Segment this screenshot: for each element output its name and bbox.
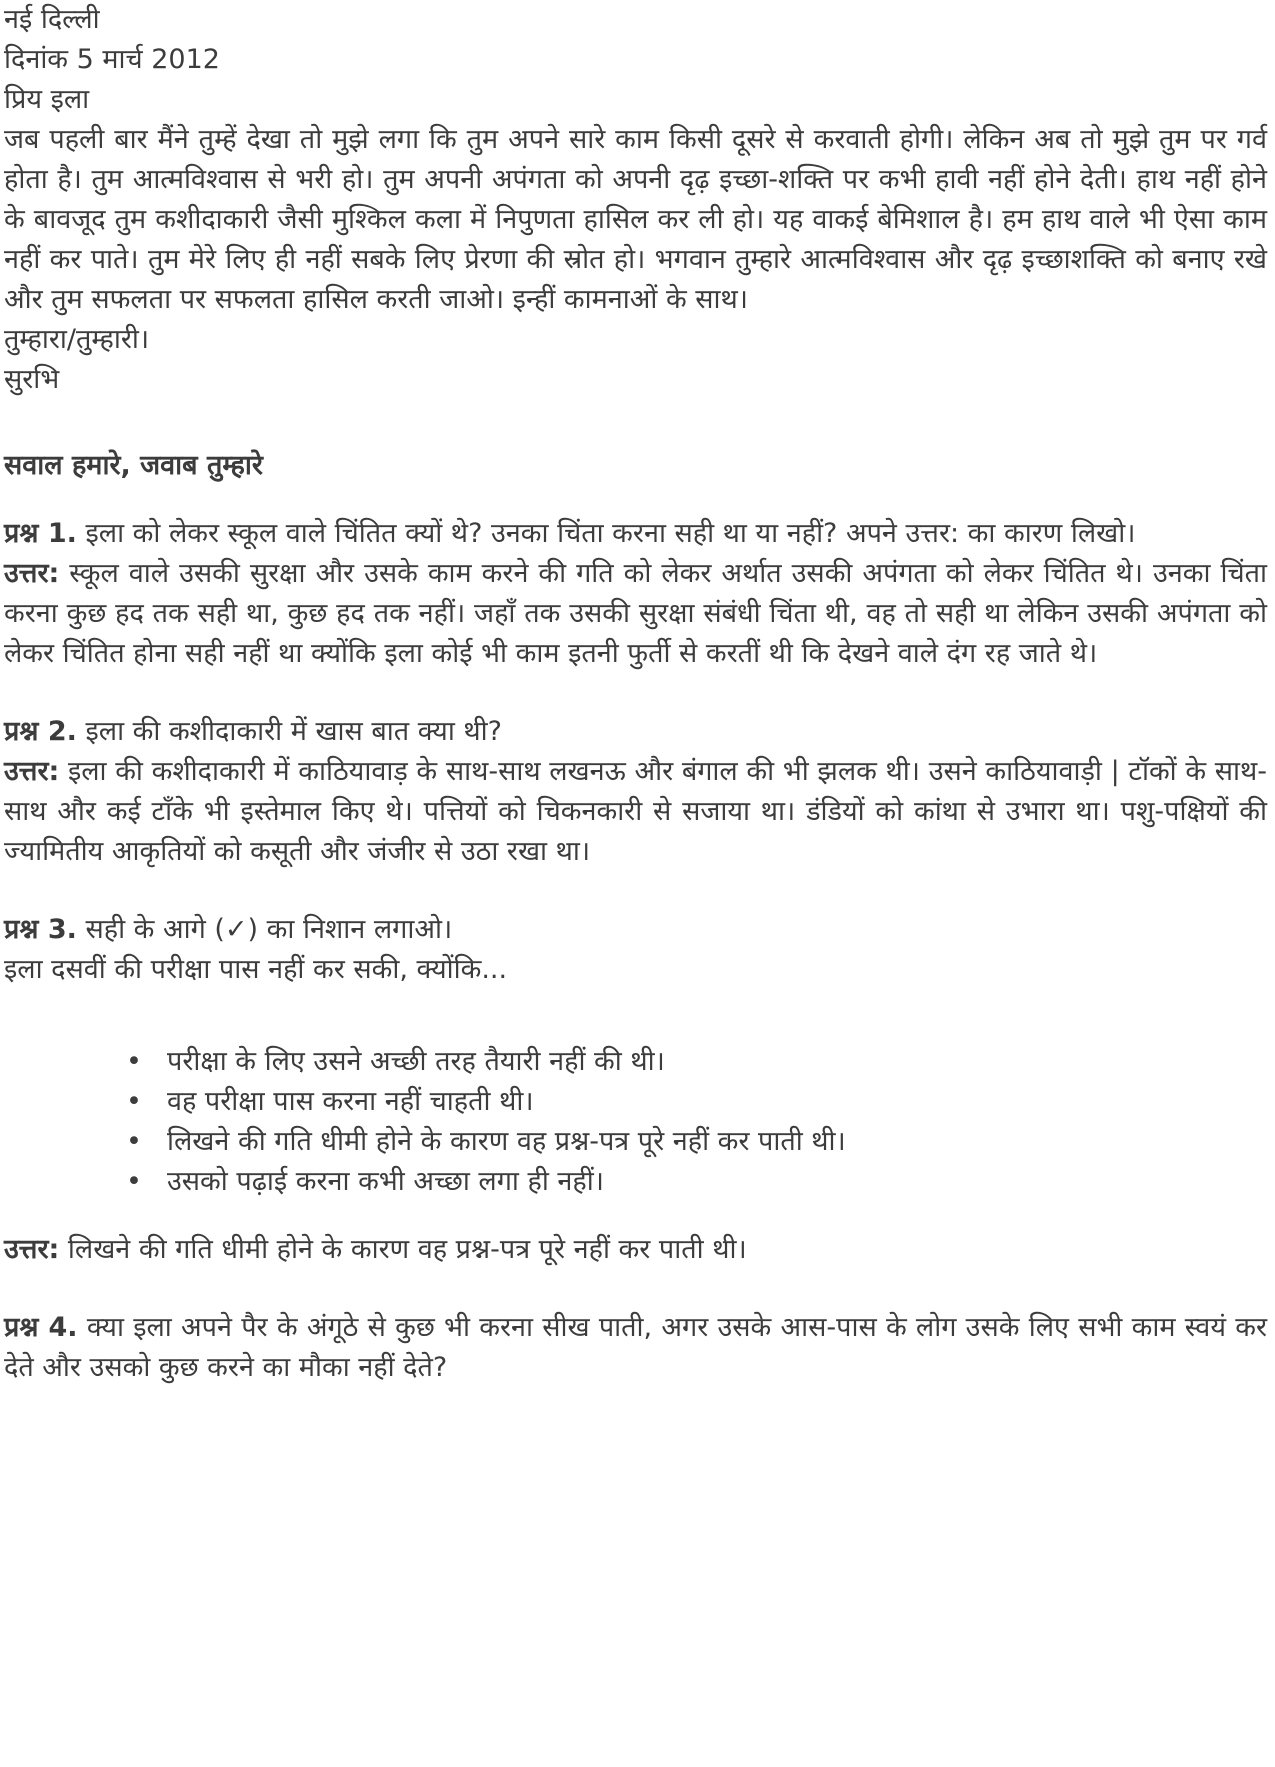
- bullet-icon: •: [126, 1166, 142, 1197]
- answer-3-text: लिखने की गति धीमी होने के कारण वह प्रश्न-पत्र पूरे नहीं कर पाती थी।: [67, 1234, 747, 1265]
- question-2-text: इला की कशीदाकारी में खास बात क्या थी?: [85, 716, 502, 747]
- letter-place: नई दिल्ली: [4, 4, 100, 35]
- question-3-subtext: इला दसवीं की परीक्षा पास नहीं कर सकी, क्योंकि...: [4, 954, 508, 985]
- question-1: [4, 514, 1267, 674]
- option-item: [4, 1122, 1267, 1162]
- question-3-text-row: [4, 910, 1267, 950]
- question-4-label: प्रश्न 4.: [4, 1312, 78, 1343]
- question-4: [4, 1308, 1267, 1388]
- letter-body: जब पहली बार मैंने तुम्हें देखा तो मुझे लगा कि तुम अपने सारे काम किसी दूसरे से करवाती होगी। लेकिन अब तो मुझे तुम पर गर्व होता है। तुम आत्मविश्वास से भरी हो। तुम अपनी अपंगता को अपनी दृढ़ इच्छा-शक्ति पर कभी हावी नहीं होने देती। हाथ नहीं होने के बावजूद तुम कशीदाकारी जैसी मुश्किल कला में निपुणता हासिल कर ली हो। यह वाकई बेमिशाल है। हम हाथ वाले भी ऐसा काम नहीं कर पाते। तुम मेरे लिए ही नहीं सबके लिए प्रेरणा की स्रोत हो। भगवान तुम्हारे आत्मविश्वास और दृढ़ इच्छाशक्ति को बनाए रखे और तुम सफलता पर सफलता हासिल करती जाओ। इन्हीं कामनाओं के साथ।: [4, 124, 1267, 315]
- letter-signature: सुरभि: [4, 364, 60, 395]
- answer-2-label: उत्तर:: [4, 756, 60, 787]
- option-text: उसको पढ़ाई करना कभी अच्छा लगा ही नहीं।: [167, 1166, 604, 1197]
- letter-closing: तुम्हारा/तुम्हारी।: [4, 324, 150, 355]
- question-2-label: प्रश्न 2.: [4, 716, 77, 747]
- answer-3-row: [4, 1230, 1267, 1270]
- question-3-text: सही के आगे (✓) का निशान लगाओ।: [85, 914, 453, 945]
- option-text: परीक्षा के लिए उसने अच्छी तरह तैयारी नहीं की थी।: [167, 1046, 665, 1077]
- option-text: लिखने की गति धीमी होने के कारण वह प्रश्न-पत्र पूरे नहीं कर पाती थी।: [167, 1126, 846, 1157]
- option-item: [4, 1162, 1267, 1202]
- question-4-text-row: [4, 1308, 1267, 1388]
- bullet-icon: •: [126, 1046, 142, 1077]
- question-1-text-row: [4, 514, 1267, 554]
- letter-date: दिनांक 5 मार्च 2012: [4, 44, 220, 75]
- answer-1-row: [4, 554, 1267, 674]
- question-3: [4, 910, 1267, 1270]
- answer-2-text: इला की कशीदाकारी में काठियावाड़ के साथ-साथ लखनऊ और बंगाल की भी झलक थी। उसने काठियावाड़ी | टॉकों के साथ-साथ और कई टाँके भी इस्तेमाल किए थे। पत्तियों को चिकनकारी से सजाया था। डंडियों को कांथा से उभारा था। पशु-पक्षियों की ज्यामितीय आकृतियों को कसूती और जंजीर से उठा रखा था।: [4, 756, 1267, 867]
- answer-2-row: [4, 752, 1267, 872]
- question-1-label: प्रश्न 1.: [4, 518, 77, 549]
- answer-3-label: उत्तर:: [4, 1234, 60, 1265]
- bullet-icon: •: [126, 1086, 142, 1117]
- option-item: [4, 1082, 1267, 1122]
- option-item: [4, 1042, 1267, 1082]
- option-text: वह परीक्षा पास करना नहीं चाहती थी।: [167, 1086, 534, 1117]
- answer-1-text: स्कूल वाले उसकी सुरक्षा और उसके काम करने की गति को लेकर अर्थात उसकी अपंगता को लेकर चिंतित थे। उनका चिंता करना कुछ हद तक सही था, कुछ हद तक नहीं। जहाँ तक उसकी सुरक्षा संबंधी चिंता थी, वह तो सही था लेकिन उसकी अपंगता को लेकर चिंतित होना सही नहीं था क्योंकि इला कोई भी काम इतनी फुर्ती से करतीं थी कि देखने वाले दंग रह जाते थे।: [4, 558, 1267, 669]
- answer-1-label: उत्तर:: [4, 558, 60, 589]
- question-2: [4, 712, 1267, 872]
- letter-salutation: प्रिय इला: [4, 84, 90, 115]
- question-4-text: क्या इला अपने पैर के अंगूठे से कुछ भी करना सीख पाती, अगर उसके आस-पास के लोग उसके लिए सभी काम स्वयं कर देते और उसको कुछ करने का मौका नहीं देते?: [4, 1312, 1268, 1383]
- question-2-text-row: [4, 712, 1267, 752]
- question-3-options: [4, 1042, 1267, 1202]
- question-1-text: इला को लेकर स्कूल वाले चिंतित क्यों थे? उनका चिंता करना सही था या नहीं? अपने उत्तर: का कारण लिखो।: [85, 518, 1136, 549]
- bullet-icon: •: [126, 1126, 142, 1157]
- section-heading: सवाल हमारे, जवाब तुम्हारे: [4, 450, 263, 481]
- question-3-label: प्रश्न 3.: [4, 914, 77, 945]
